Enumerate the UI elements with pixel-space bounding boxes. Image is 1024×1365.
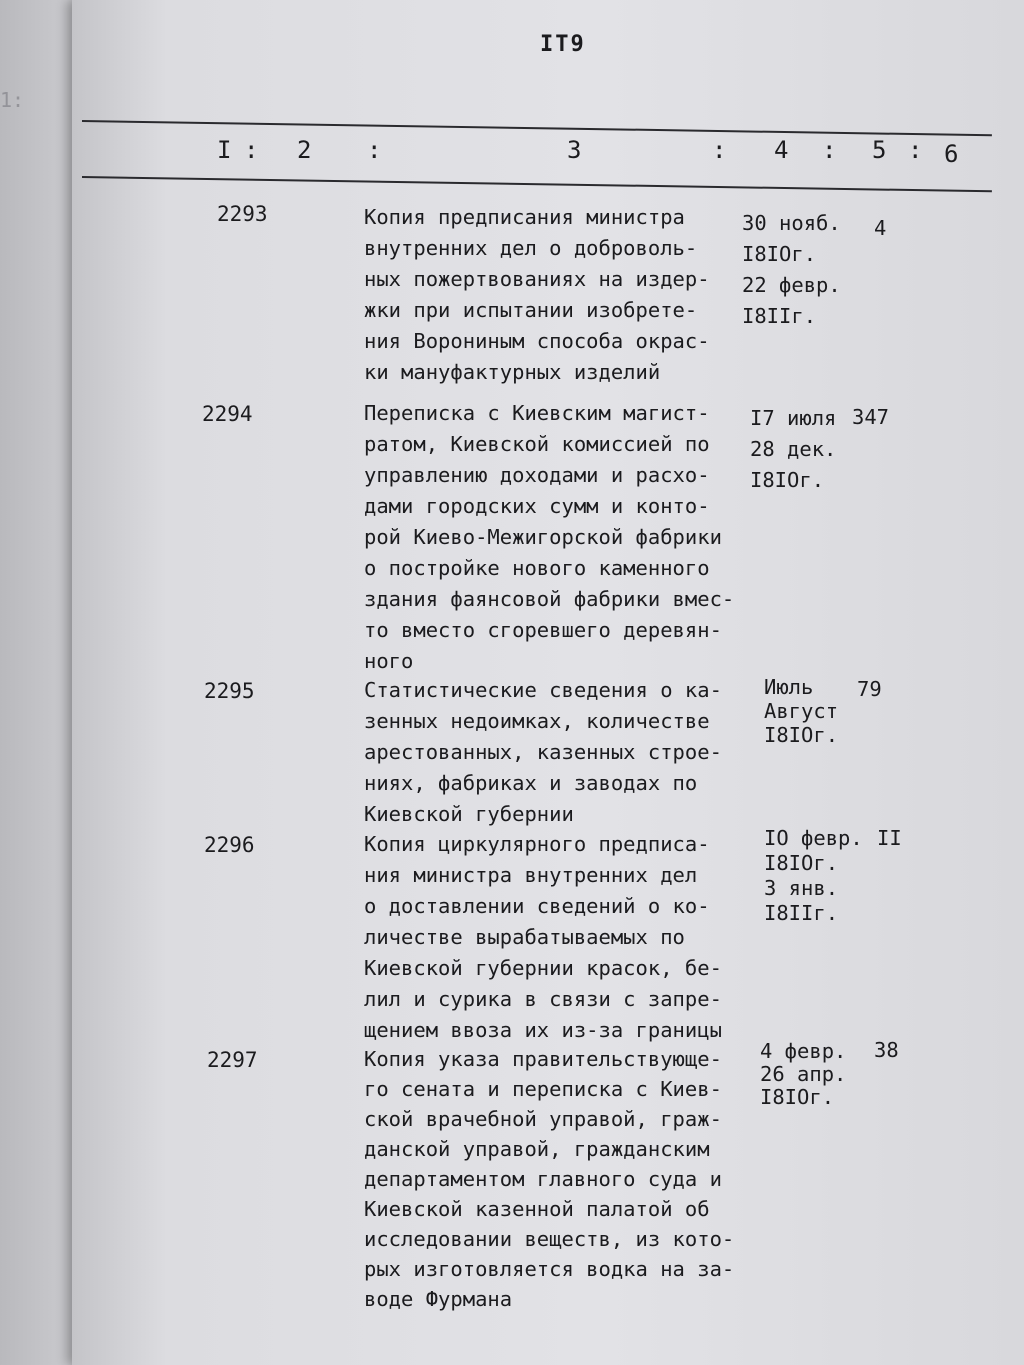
header-col-4: 4 [774,136,789,164]
entry-number: 2295 [204,679,255,703]
page-number: IT9 [540,32,586,57]
entry-sheets: 4 [874,216,887,240]
entry-dates: IO февр. I8IOг. 3 янв. I8IIг. [764,826,863,925]
header-col-1: I [217,136,232,164]
header-separator: : [822,136,837,164]
back-page-fragment: 1: [0,88,25,112]
entry-sheets: II [877,826,902,850]
entry-sheets: 79 [857,677,882,701]
entry-dates: I7 июля 28 дек. I8IOг. [750,406,837,492]
entry-number: 2294 [202,402,253,426]
header-bottom-rule [82,176,992,192]
entry-description: Копия предписания министра внутренних дел о доброволь- ных пожертвованиях на издер- жки при испытании изобрете- ния Ворониным способа окрас- ки мануфактурных изделий [364,205,710,384]
header-separator: : [712,136,727,164]
entry-number: 2293 [217,202,268,226]
entry-description: Переписка с Киевским магист- ратом, Киевской комиссией по управлению доходами и расхо- дами городских сумм и конто- рой Киево-Межигорской фабрики о постройке нового каменного здания фаянсовой фабрики вмес- то вместо сгоревшего деревян- ного [364,401,735,673]
header-top-rule [82,120,992,136]
entry-sheets: 347 [852,405,890,429]
header-separator: : [244,136,259,164]
header-col-6: 6 [944,140,959,168]
entry-number: 2297 [207,1048,258,1072]
header-separator: : [908,136,923,164]
entry-description: Статистические сведения о ка- зенных недоимках, количестве арестованных, казенных строе- ниях, фабриках и заводах по Киевской губернии [364,678,722,826]
header-col-5: 5 [872,136,887,164]
header-separator: : [367,136,382,164]
entry-description: Копия указа правительствующе- го сената и переписка с Киев- ской врачебной управой, граж- данской управой, гражданским департаментом главного суда и Киевской казенной палатой об исследовании веществ, из кото- рых изготовляется водка на за- воде Фурмана [364,1047,735,1311]
entry-number: 2296 [204,833,255,857]
document-page [72,0,1024,1365]
entry-sheets: 38 [874,1038,899,1062]
entry-dates: Июль Август I8IOг. [764,675,839,747]
header-col-3: 3 [567,136,582,164]
entry-description: Копия циркулярного предписа- ния министра внутренних дел о доставлении сведений о ко- личестве вырабатываемых по Киевской губернии красок, бе- лил и сурика в связи с запре- щением ввоза их из-за границы [364,832,722,1042]
entry-dates: 4 февр. 26 апр. I8IOг. [760,1039,847,1109]
header-col-2: 2 [297,136,312,164]
entry-dates: 30 нояб. I8IOг. 22 февр. I8IIг. [742,211,841,328]
